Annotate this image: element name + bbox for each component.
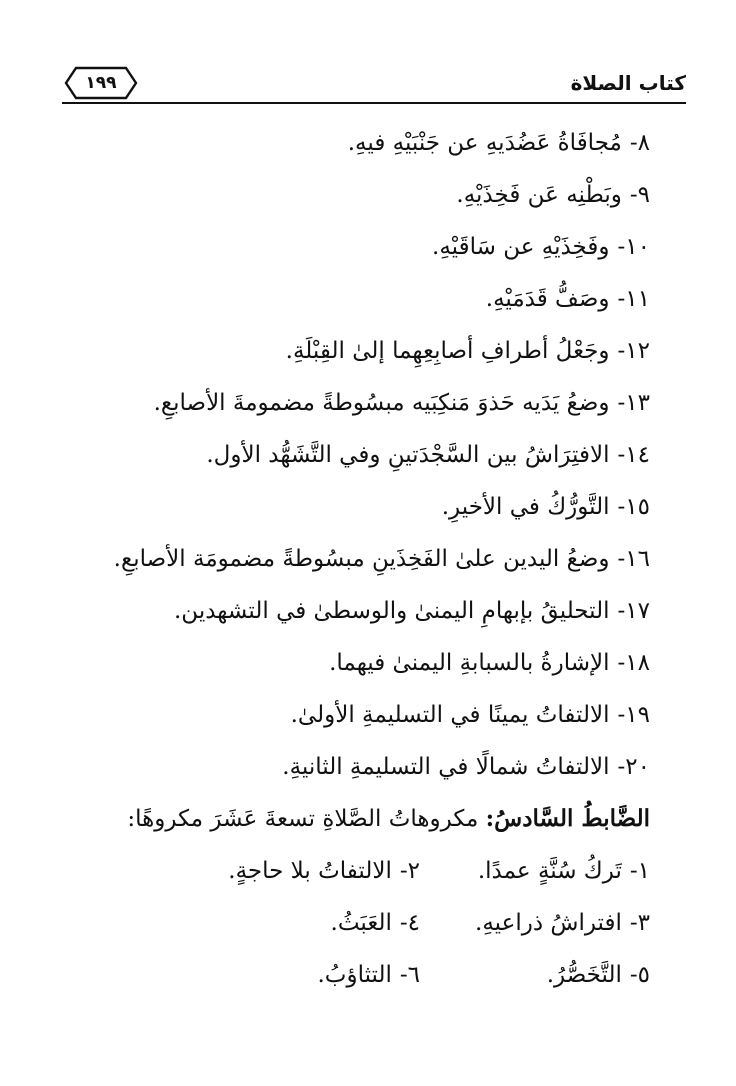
page-number: ١٩٩ — [85, 73, 117, 93]
list-item — [150, 492, 650, 544]
item-text: الإشارةُ بالسبابةِ اليمنىٰ فيهما. — [329, 650, 610, 676]
item-number: ١٠- — [617, 234, 650, 260]
list-item — [547, 960, 650, 990]
list-item — [150, 752, 650, 804]
item-number: ١١- — [617, 286, 650, 312]
item-number: ١٥- — [617, 494, 650, 520]
item-text: وصَفُّ قَدَمَيْهِ. — [485, 286, 610, 312]
list-item — [150, 128, 650, 180]
list-item — [150, 388, 650, 440]
header-divider — [62, 102, 686, 104]
item-text: التثاؤبُ. — [317, 962, 392, 988]
list-item — [150, 596, 650, 648]
item-text: التحليقُ بإبهامِ اليمنىٰ والوسطىٰ في التشهدين. — [174, 598, 610, 624]
makruhat-row — [130, 908, 650, 960]
item-text: افتراشُ ذراعيهِ. — [475, 910, 622, 936]
item-number: ٩- — [629, 182, 650, 208]
list-item — [150, 336, 650, 388]
item-number: ٤- — [399, 910, 420, 936]
item-text: وجَعْلُ أطرافِ أصابِعِهِما إلىٰ القِبْلَةِ. — [285, 338, 610, 364]
list-item — [228, 856, 420, 886]
item-number: ٢- — [399, 858, 420, 884]
item-number: ٥- — [629, 962, 650, 988]
item-number: ١٢- — [617, 338, 650, 364]
item-text: الالتفاتُ شمالًا في التسليمةِ الثانيةِ. — [282, 754, 610, 780]
item-text: وفَخِذَيْهِ عن سَاقَيْهِ. — [432, 234, 610, 260]
item-number: ١٨- — [617, 650, 650, 676]
list-item — [475, 908, 650, 938]
makruhat-row — [130, 856, 650, 908]
item-text: وبَطْنِه عَن فَخِذَيْهِ. — [456, 182, 622, 208]
item-number: ١٤- — [617, 442, 650, 468]
item-text: العَبَثُ. — [330, 910, 392, 936]
item-text: تَركُ سُنَّةٍ عمدًا. — [477, 858, 622, 884]
item-number: ٦- — [399, 962, 420, 988]
section-label: الضَّابطُ السَّادسُ: — [485, 805, 650, 832]
page-number-badge — [68, 68, 134, 98]
list-item — [318, 960, 421, 990]
list-item — [150, 180, 650, 232]
list-item — [478, 856, 650, 886]
item-text: الافتِرَاشُ بين السَّجْدَتينِ وفي التَّشَهُّد الأول. — [206, 442, 610, 468]
item-number: ٢٠- — [617, 754, 650, 780]
makruhat-list — [130, 856, 650, 1012]
section-heading — [127, 804, 650, 834]
section-text: مكروهاتُ الصَّلاةِ تسعةَ عَشَرَ مكروهًا: — [127, 806, 479, 832]
list-item — [150, 232, 650, 284]
list-item — [150, 648, 650, 700]
item-text: التَّخَصُّرُ. — [546, 962, 622, 988]
item-text: وضعُ يَدَيه حَذوَ مَنكِبَيه مبسُوطةً مضمومةَ الأصابعِ. — [153, 390, 610, 416]
item-text: الالتفاتُ يمينًا في التسليمةِ الأولىٰ. — [290, 702, 610, 728]
list-item — [150, 700, 650, 752]
item-number: ١٣- — [617, 390, 650, 416]
list-item — [150, 440, 650, 492]
item-number: ٣- — [629, 910, 650, 936]
item-number: ١٧- — [617, 598, 650, 624]
sunan-list — [113, 128, 650, 804]
list-item — [150, 284, 650, 336]
item-number: ١٩- — [617, 702, 650, 728]
list-item — [331, 908, 420, 938]
item-text: التَّورُّكُ في الأخيرِ. — [441, 494, 610, 520]
item-number: ٨- — [629, 130, 650, 156]
item-text: مُجافَاةُ عَضُدَيهِ عن جَنْبَيْهِ فيهِ. — [347, 130, 622, 156]
item-text: وضعُ اليدين علىٰ الفَخِذَينِ مبسُوطةً مضمومَة الأصابعِ. — [113, 546, 610, 572]
book-title: كتاب الصلاة — [570, 71, 686, 95]
list-item — [113, 544, 650, 596]
item-number: ١- — [629, 858, 650, 884]
makruhat-row — [130, 960, 650, 1012]
item-number: ١٦- — [617, 546, 650, 572]
page-header — [62, 64, 686, 108]
item-text: الالتفاتُ بلا حاجةٍ. — [228, 858, 392, 884]
